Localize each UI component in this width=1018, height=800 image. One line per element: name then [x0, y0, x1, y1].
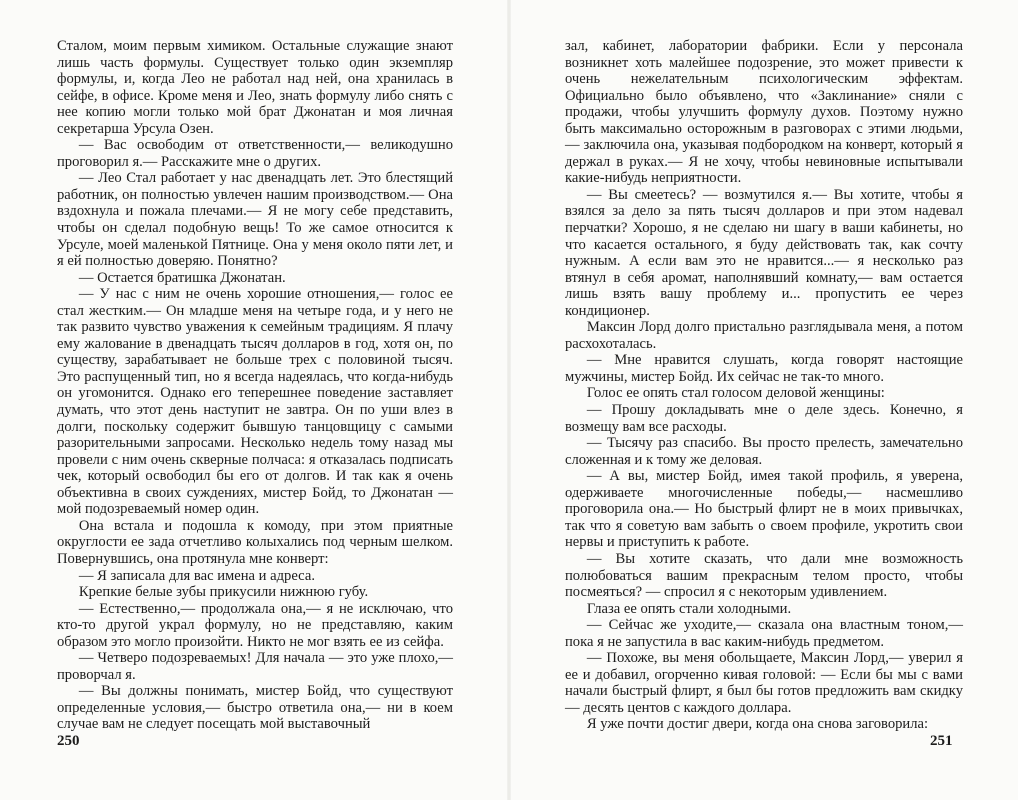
right-page-text	[565, 38, 963, 733]
paragraph: — Вас освободим от ответственности,— великодушно проговорил я.— Расскажите мне о других.	[57, 137, 453, 170]
page-number-right: 251	[930, 733, 953, 749]
paragraph: Крепкие белые зубы прикусили нижнюю губу.	[78, 584, 369, 601]
paragraph: — А вы, мистер Бойд, имея такой профиль, я уверена, одерживаете многочисленные победы,— насмешливо проговорила она.— Но быстрый флирт не в моих привычках, так что я советую вам забыть о своем профиле, укротить свои нервы и приступить к работе.	[565, 468, 963, 551]
paragraph: — Четверо подозреваемых! Для начала — это уже плохо,— проворчал я.	[57, 650, 453, 683]
paragraph: зал, кабинет, лаборатории фабрики. Если у персонала возникнет хоть малейшее подозрение, это может привести к очень нежелательным психологическим эффектам. Официально было объявлено, что «Заклинание» сняли с продажи, чтобы улучшить формулу духов. Поэтому нужно быть максимально осторожным в разговорах с этими людьми,— заключила она, указывая подбородком на конверт, который я держал в руках.— Я не хочу, чтобы невиновные испытывали какие-нибудь неприятности.	[565, 38, 963, 187]
paragraph: Она встала и подошла к комоду, при этом приятные округлости ее зада отчетливо колыхались под черным шелком. Повернувшись, она протянула мне конверт:	[57, 517, 453, 567]
paragraph: — Сейчас же уходите,— сказала она властным тоном,— пока я не запустила в вас каким-нибудь предметом.	[565, 617, 963, 650]
paragraph: — Тысячу раз спасибо. Вы просто прелесть, замечательно сложенная и к тому же деловая.	[565, 435, 963, 468]
paragraph: — Я записала для вас имена и адреса.	[78, 567, 315, 584]
paragraph: Голос ее опять стал голосом деловой женщины:	[586, 385, 885, 402]
paragraph: — Похоже, вы меня обольщаете, Максин Лорд,— уверил я ее и добавил, огорченно кивая головой: — Если бы мы с вами начали быстрый флирт, я был бы готов предложить вам скидку — десять центов с каждого доллара.	[565, 650, 963, 716]
left-page-text	[57, 38, 453, 733]
right-page	[509, 0, 1018, 800]
paragraph: — Мне нравится слушать, когда говорят настоящие мужчины, мистер Бойд. Их сейчас не так-то много.	[565, 352, 963, 385]
paragraph: — У нас с ним не очень хорошие отношения,— голос ее стал жестким.— Он младше меня на четыре года, и у него не так развито чувство уважения к семейным традициям. Я плачу ему жалование в двенадцать тысяч долларов в год, хотя он, по существу, зарабатывает не больше трех с половиной тысяч. Это распущенный тип, но я всегда надеялась, что когда-нибудь он угомонится. Однако его теперешнее поведение заставляет думать, что этот день наступит не завтра. Он по уши влез в долги, поскольку содержит бывшую танцовщицу с самыми разорительными запросами. Несколько недель тому назад мы провели с ним очень скверные полчаса: я отказалась подписать чек, который освободил бы его от долгов. И так как я очень объективна в своих суждениях, мистер Бойд, то Джонатан — мой подозреваемый номер один.	[57, 286, 453, 518]
page-number-left: 250	[57, 733, 80, 749]
paragraph: — Прошу докладывать мне о деле здесь. Конечно, я возмещу вам все расходы.	[565, 402, 963, 435]
paragraph: Максин Лорд долго пристально разглядывала меня, а потом расхохоталась.	[565, 319, 963, 352]
paragraph: — Естественно,— продолжала она,— я не исключаю, что кто-то другой украл формулу, но не представляю, каким образом это могло произойти. Никто не мог взять ее из сейфа.	[57, 600, 453, 650]
paragraph: — Вы должны понимать, мистер Бойд, что существуют определенные условия,— быстро ответила она,— ни в коем случае вам не следует посещать мой выставочный	[57, 683, 453, 733]
paragraph: — Вы смеетесь? — возмутился я.— Вы хотите, чтобы я взялся за дело за пять тысяч долларов и при этом надевал перчатки? Хорошо, я не сделаю ни шагу в ваши кабинеты, но что касается остального, я буду действовать так, как сочту нужным. А если вам это не нравится...— я несколько раз втянул в себя аромат, наполнявший комнату,— вам остается лишь взять вашу проблему и... пропустить ее через кондиционер.	[565, 186, 963, 319]
paragraph: Я уже почти достиг двери, когда она снова заговорила:	[586, 716, 929, 733]
paragraph: — Вы хотите сказать, что дали мне возможность полюбоваться вашим прекрасным телом просто, чтобы посмеяться? — спросил я с некоторым удивлением.	[565, 550, 963, 601]
paragraph: Глаза ее опять стали холодными.	[586, 600, 792, 617]
paragraph: — Лео Стал работает у нас двенадцать лет. Это блестящий работник, он полностью увлечен нашим производством.— Она вздохнула и пожала плечами.— Я не могу себе представить, чтобы он сделал подобную вещь! То же самое относится к Урсуле, моей маленькой Пятнице. Она у меня около пяти лет, и я ей полностью доверяю. Понятно?	[57, 170, 453, 270]
paragraph: Сталом, моим первым химиком. Остальные служащие знают лишь часть формулы. Существует только один экземпляр формулы, и, когда Лео не работал над ней, она хранилась в сейфе, в офисе. Кроме меня и Лео, знать формулу либо снять с нее копию могли только мой брат Джонатан и моя личная секретарша Урсула Озен.	[57, 38, 453, 137]
paragraph: — Остается братишка Джонатан.	[78, 269, 286, 286]
